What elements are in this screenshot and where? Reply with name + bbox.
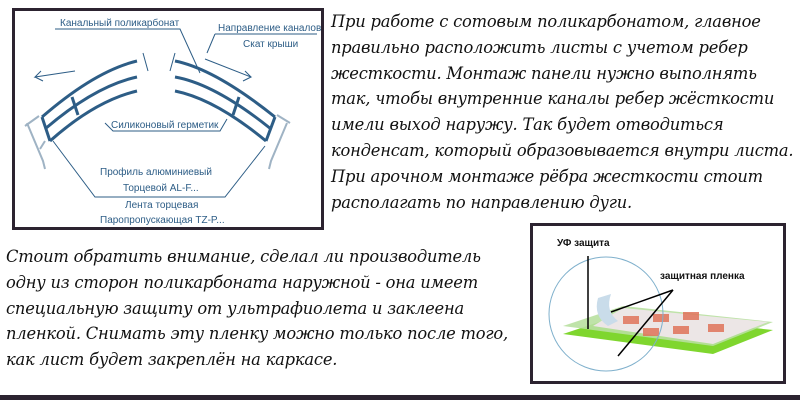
label-profile-2: Торцевой AL-F...: [123, 183, 199, 194]
label-channel-polycarbonate: Канальный поликарбонат: [60, 18, 180, 29]
paragraph-uv-protection: Стоит обратить внимание, сделал ли производитель одну из сторон поликарбоната наружной - она имеет специальную защиту от ультрафиолета и заклеена пленкой. Снимать эту пленку можно только после того, как лист будет закреплён на каркасе.: [6, 247, 508, 370]
sheet-left-top: [42, 61, 137, 117]
arch-mounting-diagram: [12, 8, 324, 230]
paragraph-channel-orientation: При работе с сотовым поликарбонатом, главное правильно расположить листы с учетом ребер жесткости. Монтаж панели нужно выполнять так, чтобы внутренние каналы ребер жёсткости имели выход наружу. Так будет отводиться конденсат, который образовывается внутри листа. При арочном монтаже рёбра жесткости стоит располагать по направлению дуги.: [331, 12, 794, 212]
uv-protection-diagram: [530, 223, 786, 384]
label-channel-direction: Направление каналов: [218, 23, 321, 34]
label-tape-1: Лента торцевая: [125, 200, 199, 211]
label-tape-2: Паропропускающая TZ-P...: [100, 215, 225, 226]
label-uv-protection: УФ защита: [557, 238, 610, 249]
arch-diagram-svg: [15, 11, 321, 227]
uv-diagram-svg: [533, 226, 783, 381]
label-protective-film: защитная пленка: [660, 271, 745, 282]
bottom-border: [0, 395, 800, 400]
label-roof-slope: Скат крыши: [243, 39, 299, 50]
label-sealant: Силиконовый герметик: [111, 120, 219, 131]
label-profile-1: Профиль алюминиевый: [100, 167, 212, 178]
